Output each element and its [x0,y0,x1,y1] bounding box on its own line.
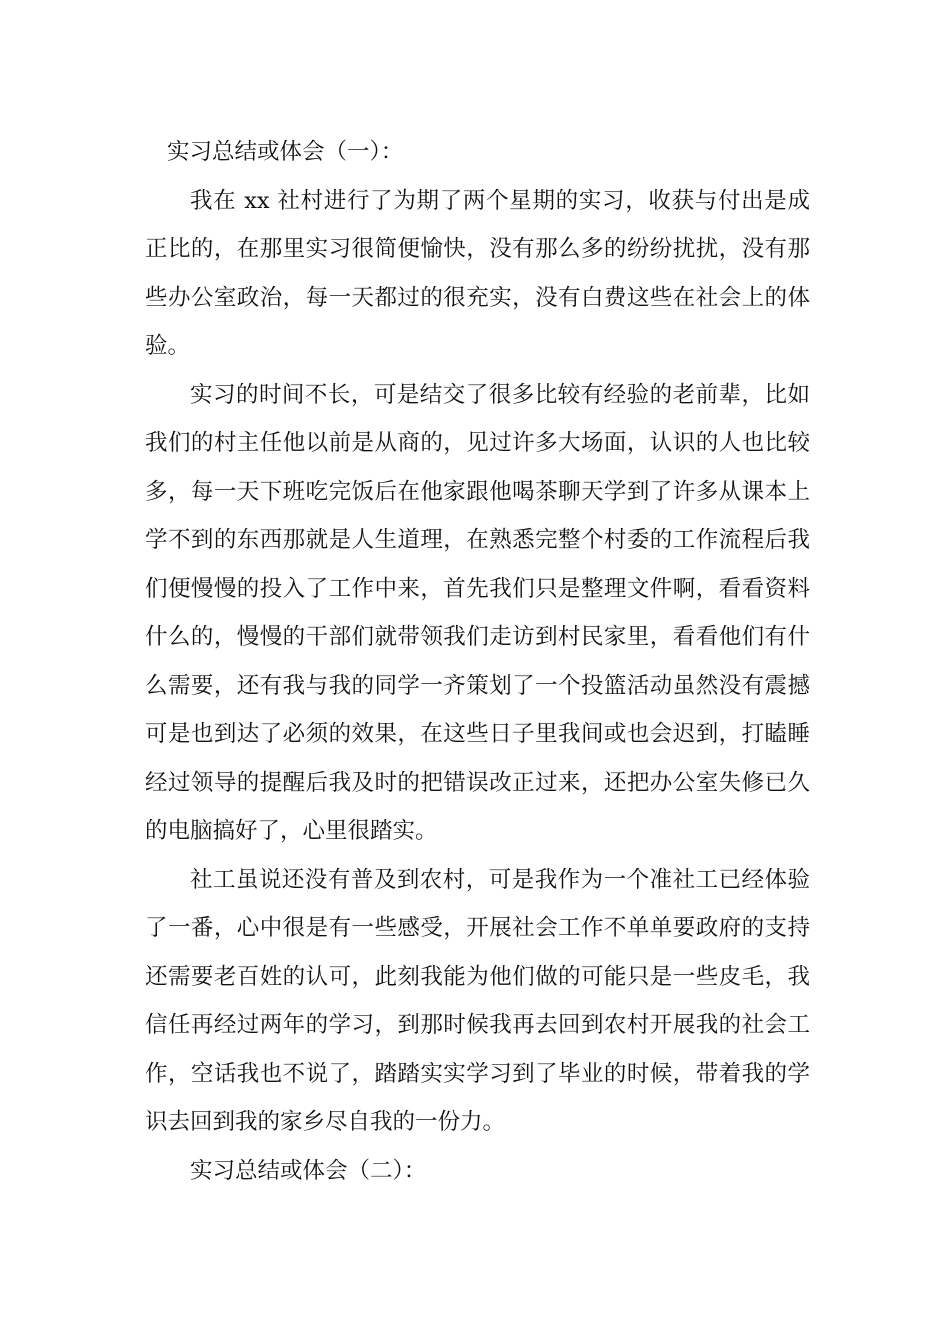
paragraph-2: 实习的时间不长，可是结交了很多比较有经验的老前辈，比如我们的村主任他以前是从商的，见过许多大场面，认识的人也比较多，每一天下班吃完饭后在他家跟他喝茶聊天学到了许多从课本上学不到的东西那就是人生道理，在熟悉完整个村委的工作流程后我们便慢慢的投入了工作中来，首先我们只是整理文件啊，看看资料什么的，慢慢的干部们就带领我们走访到村民家里，看看他们有什么需要，还有我与我的同学一齐策划了一个投篮活动虽然没有震撼可是也到达了必须的效果，在这些日子里我间或也会迟到，打瞌睡经过领导的提醒后我及时的把错误改正过来，还把办公室失修已久的电脑搞好了，心里很踏实。 [145,381,810,844]
document-body [145,128,810,1195]
section-heading-1: 实习总结或体会（一）： [167,139,404,165]
section-heading-2: 实习总结或体会（二）： [190,1157,427,1184]
paragraph-1: 我在 xx 社村进行了为期了两个星期的实习，收获与付出是成正比的，在那里实习很简便愉快，没有那么多的纷纷扰扰，没有那些办公室政治，每一天都过的很充实，没有白费这些在社会上的体验。 [145,187,810,359]
paragraph-3: 社工虽说还没有普及到农村，可是我作为一个准社工已经体验了一番，心中很是有一些感受，开展社会工作不单单要政府的支持还需要老百姓的认可，此刻我能为他们做的可能只是一些皮毛，我信任再经过两年的学习，到那时候我再去回到农村开展我的社会工作，空话我也不说了，踏踏实实学习到了毕业的时候，带着我的学识去回到我的家乡尽自我的一份力。 [145,866,810,1135]
